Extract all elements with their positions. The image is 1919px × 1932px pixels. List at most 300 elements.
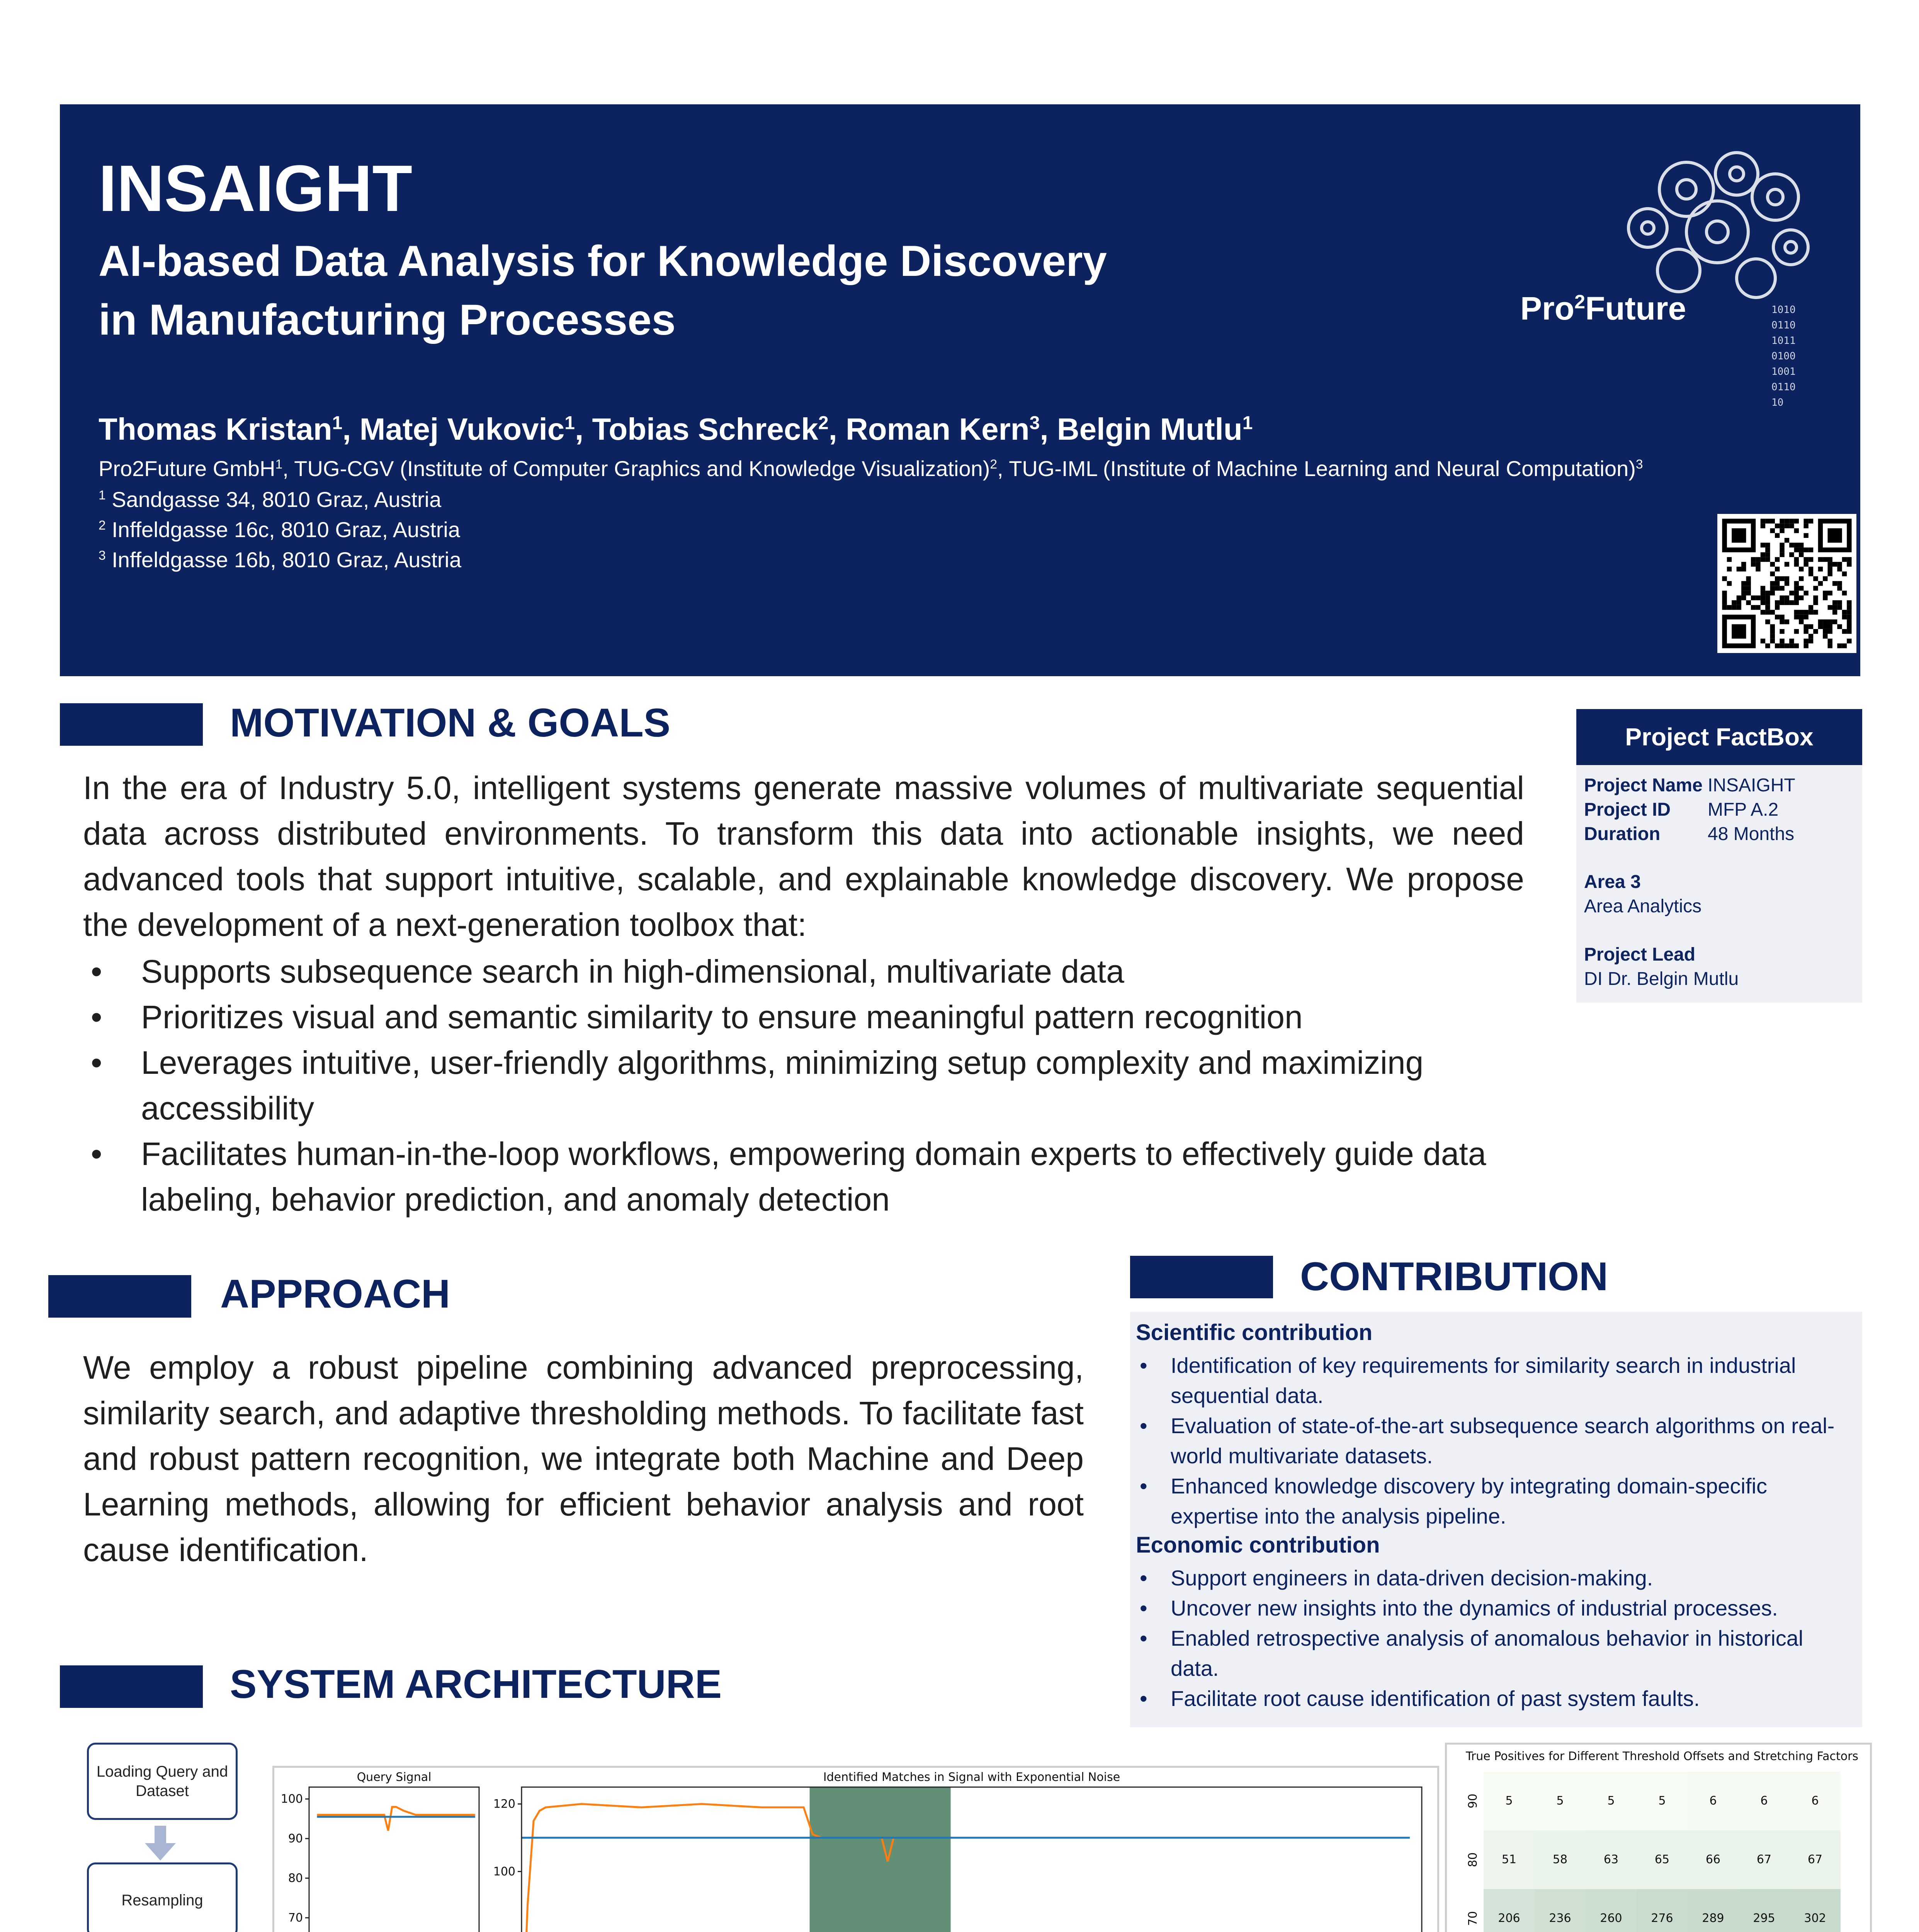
qr-module [1809, 571, 1813, 576]
qr-module [1765, 595, 1770, 600]
qr-module [1780, 629, 1784, 634]
section-bar [60, 1665, 203, 1708]
qr-module [1794, 629, 1799, 634]
motivation-intro: In the era of Industry 5.0, intelligent systems generate massive volumes of multivariate sequential data across distributed environments. To transform this data into actionable insights, we need advanced tools that support intuitive, scalable, and explainable knowledge discovery. We propose the development of a next-generation toolbox that: [83, 770, 1524, 943]
qr-module [1799, 548, 1803, 552]
fb-duration-label: Duration [1584, 824, 1661, 844]
down-arrow-icon [145, 1826, 176, 1861]
fb-id-value: MFP A.2 [1708, 799, 1779, 820]
heatmap-cell-label: 65 [1654, 1853, 1670, 1866]
qr-module [1775, 600, 1780, 605]
heatmap-cell-label: 5 [1658, 1794, 1666, 1808]
svg-text:0100: 0100 [1771, 350, 1796, 362]
qr-module [1828, 571, 1832, 576]
qr-module [1761, 586, 1765, 590]
qr-module [1765, 619, 1770, 624]
qr-module [1770, 634, 1775, 638]
qr-module [1741, 581, 1746, 586]
author: Tobias Schreck$^2$, [592, 412, 846, 446]
scientific-list [1136, 1350, 1851, 1531]
svg-text:1001: 1001 [1771, 366, 1796, 378]
qr-module [1799, 552, 1803, 557]
qr-module [1789, 552, 1794, 557]
qr-finder [1732, 624, 1746, 639]
y-tick-label: 90 [288, 1832, 303, 1846]
qr-module [1789, 643, 1794, 648]
qr-module [1746, 576, 1751, 581]
heatmap-panel [1445, 1743, 1872, 1932]
qr-module [1727, 567, 1732, 571]
qr-module [1818, 567, 1823, 571]
author: Roman Kern$^3$, [846, 412, 1057, 446]
qr-module [1794, 643, 1799, 648]
qr-module [1847, 610, 1851, 614]
qr-module [1780, 600, 1784, 605]
y-tick-label: 90 [1466, 1793, 1480, 1809]
qr-module [1722, 576, 1727, 581]
qr-module [1818, 624, 1823, 629]
qr-module [1761, 557, 1765, 562]
qr-module [1813, 610, 1818, 614]
qr-module [1770, 624, 1775, 629]
list-item: • Leverages intuitive, user-friendly algorithms, minimizing setup complexity and maximizing accessibility [83, 1040, 1524, 1131]
signal-charts-panel [272, 1766, 1439, 1932]
qr-module [1765, 600, 1770, 605]
qr-module [1746, 581, 1751, 586]
qr-module [1785, 519, 1789, 523]
match-highlight [810, 1787, 951, 1932]
qr-module [1775, 533, 1780, 538]
list-item: • Enhanced knowledge discovery by integrating domain-specific expertise into the analysis pipeline. [1136, 1471, 1851, 1531]
heatmap-cell [1637, 1889, 1688, 1932]
brain-gears-icon [1590, 131, 1860, 440]
qr-module [1794, 600, 1799, 605]
qr-module [1756, 557, 1760, 562]
contribution-title: CONTRIBUTION [1300, 1254, 1608, 1299]
project-factbox [1576, 709, 1862, 1003]
architecture-title: SYSTEM ARCHITECTURE [230, 1662, 722, 1707]
qr-module [1770, 629, 1775, 634]
qr-module [1765, 610, 1770, 614]
list-item: • Facilitate root cause identification of past system faults. [1136, 1684, 1851, 1714]
qr-module [1741, 586, 1746, 590]
qr-module [1785, 538, 1789, 543]
qr-module [1780, 528, 1784, 533]
qr-module [1780, 548, 1784, 552]
qr-module [1775, 557, 1780, 562]
qr-module [1770, 586, 1775, 590]
fb-id-label: Project ID [1584, 799, 1671, 820]
qr-module [1803, 524, 1808, 528]
qr-module [1741, 562, 1746, 566]
y-tick-label: 80 [288, 1871, 303, 1885]
qr-module [1761, 595, 1765, 600]
list-item: • Enabled retrospective analysis of anomalous behavior in historical data. [1136, 1623, 1851, 1684]
heatmap-title: True Positives for Different Threshold Offsets and Stretching Factors [1465, 1750, 1859, 1763]
qr-module [1828, 639, 1832, 643]
qr-module [1818, 619, 1823, 624]
qr-module [1785, 595, 1789, 600]
heatmap-cell-label: 67 [1807, 1853, 1823, 1866]
qr-module [1799, 610, 1803, 614]
qr-module [1842, 615, 1847, 619]
qr-module [1727, 557, 1732, 562]
qr-module [1722, 595, 1727, 600]
qr-module [1823, 629, 1827, 634]
qr-module [1818, 557, 1823, 562]
qr-module [1746, 600, 1751, 605]
fb-name-value: INSAIGHT [1708, 775, 1795, 796]
fb-lead-label: Project Lead [1584, 944, 1696, 965]
qr-module [1785, 562, 1789, 566]
qr-module [1842, 591, 1847, 595]
qr-module [1751, 605, 1756, 610]
qr-module [1842, 557, 1847, 562]
qr-module [1842, 571, 1847, 576]
svg-text:10: 10 [1771, 397, 1784, 408]
author: Matej Vukovic$^1$, [359, 412, 592, 446]
qr-module [1727, 605, 1732, 610]
qr-module [1780, 595, 1784, 600]
qr-module [1765, 591, 1770, 595]
qr-module [1789, 639, 1794, 643]
heatmap-cell-label: 63 [1603, 1853, 1619, 1866]
qr-module [1832, 619, 1837, 624]
qr-module [1847, 600, 1851, 605]
qr-module [1809, 605, 1813, 610]
qr-module [1803, 615, 1808, 619]
heatmap-cell-label: 206 [1498, 1912, 1520, 1925]
qr-module [1828, 605, 1832, 610]
section-bar [48, 1275, 191, 1318]
qr-module [1803, 533, 1808, 538]
qr-finder [1732, 528, 1746, 543]
qr-module [1722, 600, 1727, 605]
poster-subtitle [99, 232, 1258, 349]
qr-module [1789, 600, 1794, 605]
qr-module [1775, 576, 1780, 581]
qr-module [1809, 634, 1813, 638]
qr-module [1756, 567, 1760, 571]
heatmap-cell-label: 276 [1651, 1912, 1673, 1925]
author-list [99, 412, 1253, 447]
heatmap-cell-label: 6 [1760, 1794, 1768, 1808]
heatmap-chart [1447, 1745, 1866, 1932]
plot-frame [522, 1787, 1422, 1932]
qr-module [1813, 600, 1818, 605]
qr-module [1828, 591, 1832, 595]
matches-chart [491, 1768, 1433, 1932]
list-item: • Evaluation of state-of-the-art subsequence search algorithms on real-world multivariate datasets. [1136, 1411, 1851, 1471]
qr-module [1780, 619, 1784, 624]
qr-module [1803, 548, 1808, 552]
qr-module [1794, 519, 1799, 523]
qr-module [1832, 600, 1837, 605]
qr-module [1803, 639, 1808, 643]
qr-module [1803, 557, 1808, 562]
qr-module [1780, 576, 1784, 581]
list-item: • Prioritizes visual and semantic similarity to ensure meaningful pattern recognition [83, 994, 1524, 1040]
qr-module [1823, 634, 1827, 638]
qr-module [1765, 643, 1770, 648]
qr-module [1847, 619, 1851, 624]
heatmap-cell-label: 295 [1753, 1912, 1775, 1925]
qr-module [1799, 595, 1803, 600]
qr-module [1823, 595, 1827, 600]
qr-module [1799, 619, 1803, 624]
qr-module [1832, 610, 1837, 614]
heatmap-cell [1688, 1889, 1739, 1932]
chart-title: Identified Matches in Signal with Exponential Noise [823, 1770, 1120, 1784]
qr-module [1847, 605, 1851, 610]
qr-module [1847, 639, 1851, 643]
heatmap-cell [1586, 1889, 1637, 1932]
qr-module [1751, 562, 1756, 566]
qr-module [1785, 576, 1789, 581]
qr-module [1741, 567, 1746, 571]
qr-module [1722, 591, 1727, 595]
qr-module [1770, 528, 1775, 533]
qr-module [1809, 610, 1813, 614]
qr-module [1785, 524, 1789, 528]
svg-text:0110: 0110 [1771, 381, 1796, 393]
qr-module [1756, 595, 1760, 600]
qr-module [1751, 595, 1756, 600]
y-tick-label: 100 [280, 1792, 303, 1806]
qr-module [1794, 591, 1799, 595]
heatmap-cell-label: 51 [1501, 1853, 1517, 1866]
qr-module [1765, 552, 1770, 557]
qr-module [1741, 595, 1746, 600]
qr-module [1828, 624, 1832, 629]
qr-module [1794, 581, 1799, 586]
qr-module [1785, 600, 1789, 605]
qr-module [1828, 629, 1832, 634]
qr-module [1727, 581, 1732, 586]
qr-module [1823, 591, 1827, 595]
motivation-bullets [83, 949, 1524, 1222]
factbox-title: Project FactBox [1576, 709, 1862, 765]
qr-finder [1828, 528, 1842, 543]
address-2: $^2$ Inffeldgasse 16c, 8010 Graz, Austria [99, 517, 460, 542]
qr-module [1794, 615, 1799, 619]
svg-text:1011: 1011 [1771, 335, 1796, 347]
qr-module [1765, 548, 1770, 552]
y-tick-label: 70 [1466, 1911, 1480, 1926]
qr-module [1785, 619, 1789, 624]
qr-module [1803, 629, 1808, 634]
qr-module [1780, 639, 1784, 643]
qr-module [1765, 557, 1770, 562]
qr-module [1765, 519, 1770, 523]
qr-module [1794, 586, 1799, 590]
qr-module [1765, 543, 1770, 547]
qr-module [1813, 576, 1818, 581]
qr-module [1828, 643, 1832, 648]
qr-module [1799, 543, 1803, 547]
qr-module [1794, 543, 1799, 547]
series-signal-orange [522, 1804, 1410, 1932]
qr-module [1809, 567, 1813, 571]
qr-module [1756, 562, 1760, 566]
qr-module [1823, 576, 1827, 581]
qr-module [1794, 528, 1799, 533]
heatmap-cell-label: 260 [1600, 1912, 1622, 1925]
qr-module [1780, 543, 1784, 547]
qr-module [1780, 519, 1784, 523]
qr-module [1803, 519, 1808, 523]
qr-module [1813, 586, 1818, 590]
qr-module [1775, 567, 1780, 571]
qr-module [1732, 600, 1736, 605]
qr-module [1737, 595, 1741, 600]
qr-module [1809, 519, 1813, 523]
economic-list [1136, 1563, 1851, 1714]
qr-module [1828, 567, 1832, 571]
heatmap-cell-label: 5 [1607, 1794, 1615, 1808]
qr-module [1842, 643, 1847, 648]
subtitle-line-1: AI-based Data Analysis for Knowledge Discovery [99, 237, 1107, 285]
qr-module [1794, 548, 1799, 552]
approach-text: We employ a robust pipeline combining advanced preprocessing, similarity search, and adaptive thresholding methods. To facilitate fast and robust pattern recognition, we integrate both Machine and Deep Learning methods, allowing for efficient behavior analysis and root cause identification. [83, 1349, 1084, 1568]
qr-module [1770, 639, 1775, 643]
qr-module [1837, 567, 1842, 571]
qr-module [1780, 615, 1784, 619]
qr-module [1832, 605, 1837, 610]
qr-module [1799, 615, 1803, 619]
qr-module [1722, 605, 1727, 610]
qr-module [1809, 624, 1813, 629]
chart-title: Query Signal [357, 1770, 432, 1784]
qr-module [1775, 586, 1780, 590]
qr-module [1770, 591, 1775, 595]
pipeline-step-resampling: Resampling [87, 1862, 238, 1932]
qr-module [1746, 586, 1751, 590]
qr-module [1775, 605, 1780, 610]
economic-heading: Economic contribution [1136, 1532, 1380, 1558]
qr-module [1818, 581, 1823, 586]
qr-module [1761, 600, 1765, 605]
fb-duration-value: 48 Months [1708, 824, 1795, 844]
qr-module [1828, 562, 1832, 566]
heatmap-cell-label: 66 [1705, 1853, 1721, 1866]
qr-module [1832, 581, 1837, 586]
qr-module [1761, 639, 1765, 643]
qr-module [1775, 581, 1780, 586]
heatmap-cell-label: 5 [1556, 1794, 1564, 1808]
heatmap-cell [1739, 1889, 1790, 1932]
qr-module [1847, 557, 1851, 562]
qr-module [1803, 624, 1808, 629]
qr-module [1789, 524, 1794, 528]
qr-module [1751, 557, 1756, 562]
heatmap-cell-label: 67 [1756, 1853, 1772, 1866]
pro2future-logo: Pro$^2$Future [1520, 290, 1686, 327]
subtitle-line-2: in Manufacturing Processes [99, 296, 676, 344]
qr-module [1770, 571, 1775, 576]
list-item: • Identification of key requirements for similarity search in industrial sequential data. [1136, 1350, 1851, 1411]
qr-module [1794, 595, 1799, 600]
qr-module [1823, 619, 1827, 624]
heatmap-cell [1484, 1889, 1535, 1932]
qr-module [1794, 562, 1799, 566]
qr-module [1780, 586, 1784, 590]
heatmap-cell [1790, 1889, 1841, 1932]
y-tick-label: 100 [493, 1865, 515, 1879]
author: Belgin Mutlu$^1$ [1057, 412, 1253, 446]
qr-module [1842, 610, 1847, 614]
qr-module [1765, 605, 1770, 610]
qr-module [1761, 543, 1765, 547]
qr-module [1809, 548, 1813, 552]
list-item: • Facilitates human-in-the-loop workflows, empowering domain experts to effectively guide data labeling, behavior prediction, and anomaly detection [83, 1131, 1524, 1222]
qr-module [1785, 581, 1789, 586]
address-1: $^1$ Sandgasse 34, 8010 Graz, Austria [99, 487, 442, 512]
qr-module [1837, 586, 1842, 590]
qr-module [1775, 643, 1780, 648]
heatmap-cell-label: 5 [1505, 1794, 1513, 1808]
section-bar [60, 703, 203, 746]
qr-module [1847, 615, 1851, 619]
fb-area-value: Area Analytics [1584, 896, 1702, 917]
y-tick-label: 80 [1466, 1852, 1480, 1867]
y-tick-label: 120 [493, 1797, 515, 1811]
qr-module [1761, 591, 1765, 595]
svg-text:0110: 0110 [1771, 320, 1796, 331]
approach-title: APPROACH [220, 1272, 450, 1316]
heatmap-cell-label: 6 [1709, 1794, 1717, 1808]
qr-module [1809, 639, 1813, 643]
qr-module [1823, 557, 1827, 562]
qr-module [1813, 595, 1818, 600]
qr-module [1785, 643, 1789, 648]
qr-module [1803, 610, 1808, 614]
qr-module [1799, 567, 1803, 571]
qr-module [1775, 615, 1780, 619]
qr-module [1809, 557, 1813, 562]
qr-module [1847, 562, 1851, 566]
qr-module [1761, 552, 1765, 557]
qr-module [1842, 629, 1847, 634]
qr-module [1770, 610, 1775, 614]
qr-module [1832, 562, 1837, 566]
author: Thomas Kristan$^1$, [99, 412, 360, 446]
qr-code[interactable] [1717, 514, 1856, 653]
section-bar [1130, 1256, 1273, 1298]
motivation-title: MOTIVATION & GOALS [230, 701, 671, 745]
fb-lead-value: DI Dr. Belgin Mutlu [1584, 969, 1739, 989]
qr-module [1780, 552, 1784, 557]
qr-module [1746, 591, 1751, 595]
poster-title: INSAIGHT [99, 152, 413, 225]
heatmap-cell-label: 236 [1549, 1912, 1571, 1925]
qr-module [1847, 629, 1851, 634]
qr-module [1823, 624, 1827, 629]
qr-module [1770, 519, 1775, 523]
qr-module [1761, 519, 1765, 523]
list-item: • Uncover new insights into the dynamics of industrial processes. [1136, 1593, 1851, 1623]
scientific-heading: Scientific contribution [1136, 1320, 1373, 1345]
qr-module [1847, 624, 1851, 629]
fb-name-label: Project Name [1584, 775, 1703, 796]
qr-module [1813, 629, 1818, 634]
address-3: $^3$ Inffeldgasse 16b, 8010 Graz, Austria [99, 548, 462, 572]
qr-module [1761, 610, 1765, 614]
series-query-high [317, 1807, 475, 1830]
qr-module [1803, 643, 1808, 648]
qr-module [1837, 624, 1842, 629]
pipeline-step-loading: Loading Query and Dataset [87, 1743, 238, 1820]
